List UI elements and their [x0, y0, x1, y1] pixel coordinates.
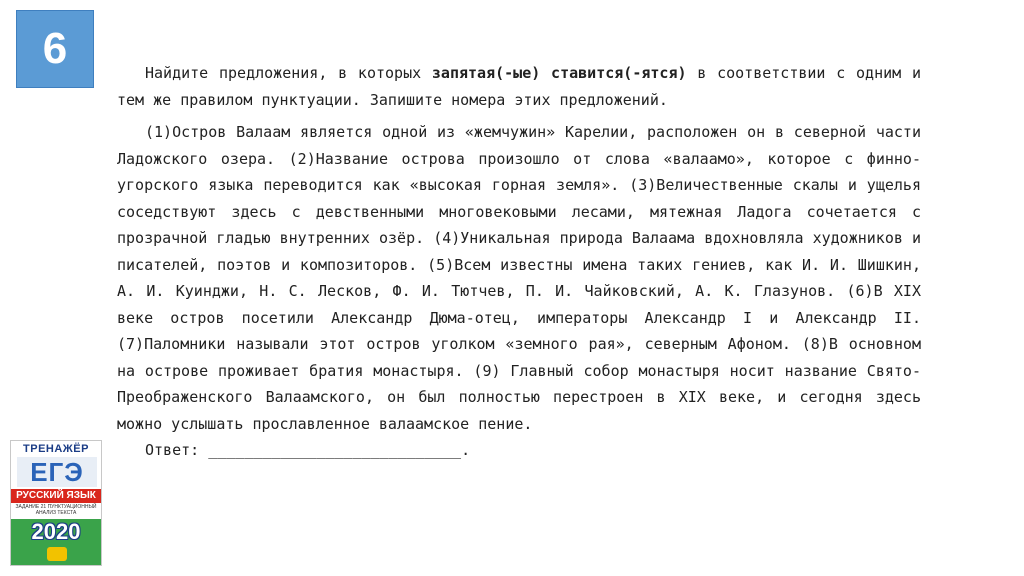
task-instruction: [117, 60, 921, 113]
cover-top-text: ТРЕНАЖЁР: [23, 443, 89, 455]
task-number: 6: [42, 24, 68, 73]
cover-year: 2020: [31, 519, 81, 544]
task-number-badge: [16, 10, 94, 88]
task-instruction-bold: запятая(-ые) ставится(-ятся): [431, 64, 687, 82]
answer-blank[interactable]: ____________________________.: [208, 441, 471, 459]
task-instruction-end: в соответствии с одним и тем же правилом пунктуации. Запишите номера этих предложений.: [117, 64, 921, 109]
cover-title: ЕГЭ: [17, 457, 97, 487]
book-cover-image: [10, 440, 102, 566]
passage-text: (1)Остров Валаам является одной из «жемчужин» Карелии, расположен он в северной части Ладожского озера. (2)Название острова произошло от слова «валаамо», которое с финно-угорского языка переводится как «высокая горная земля». (3)Величественные скалы и ущелья соседствуют здесь с девственными многовековыми лесами, мятежная Ладога сочетается с прозрачной гладью внутренних озёр. (4)Уникальная природа Валаама вдохновляла художников и писателей, поэтов и композиторов. (5)Всем известны имена таких гениев, как И. И. Шишкин, А. И. Куинджи, Н. С. Лесков, Ф. И. Тютчев, П. И. Чайковский, А. К. Глазунов. (6)В XIX веке остров посетили Александр Дюма-отец, императоры Александр I и Александр II. (7)Паломники называли этот остров уголком «земного рая», северным Афоном. (8)В основном на острове проживает братия монастыря. (9) Главный собор монастыря носит название Свято-Преображенского Валаамского, он был полностью перестроен в XIX веке, и сегодня здесь можно услышать прославленное валаамское пение.: [117, 123, 921, 433]
answer-line: [117, 437, 921, 464]
answer-label: Ответ:: [145, 441, 200, 459]
task-content: [117, 60, 921, 464]
task-instruction-start: Найдите предложения, в которых: [145, 64, 432, 82]
cover-subtitle: ЗАДАНИЕ 21 ПУНКТУАЦИОННЫЙ АНАЛИЗ ТЕКСТА: [15, 504, 97, 516]
cover-logo-icon: [47, 547, 67, 561]
cover-subject: РУССКИЙ ЯЗЫК: [11, 489, 101, 503]
